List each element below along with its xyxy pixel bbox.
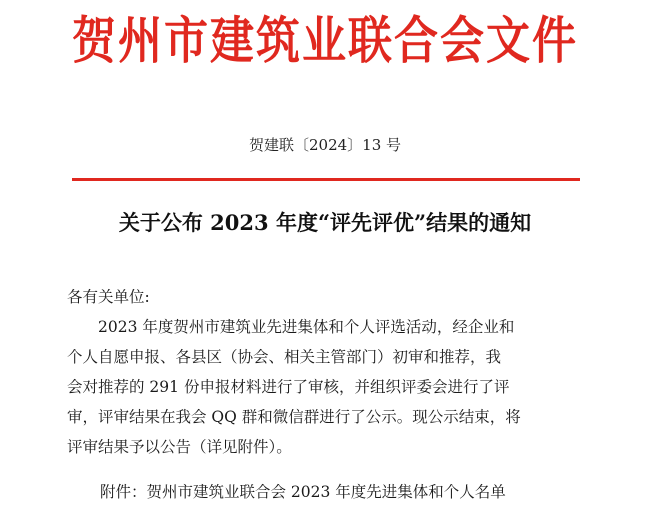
body-paragraph	[67, 312, 587, 462]
paragraph-line: 会对推荐的 291 份申报材料进行了审核，并组织评委会进行了评	[67, 378, 510, 396]
document-number: 贺建联〔2024〕13 号	[248, 136, 402, 154]
red-divider	[72, 178, 580, 181]
salutation: 各有关单位:	[67, 288, 150, 306]
paragraph-line: 个人自愿申报、各县区（协会、相关主管部门）初审和推荐，我	[67, 348, 502, 366]
paragraph-line: 2023 年度贺州市建筑业先进集体和个人评选活动，经企业和	[98, 318, 515, 336]
paragraph-line: 审，评审结果在我会 QQ 群和微信群进行了公示。现公示结束，将	[67, 408, 521, 426]
notice-body	[67, 282, 587, 462]
paragraph-line: 评审结果予以公告（详见附件）。	[67, 438, 292, 456]
attachment-line: 附件：贺州市建筑业联合会 2023 年度先进集体和个人名单	[100, 483, 506, 501]
masthead-title: 贺州市建筑业联合会文件	[72, 12, 578, 71]
notice-title: 关于公布 2023 年度“评先评优”结果的通知	[118, 210, 532, 235]
